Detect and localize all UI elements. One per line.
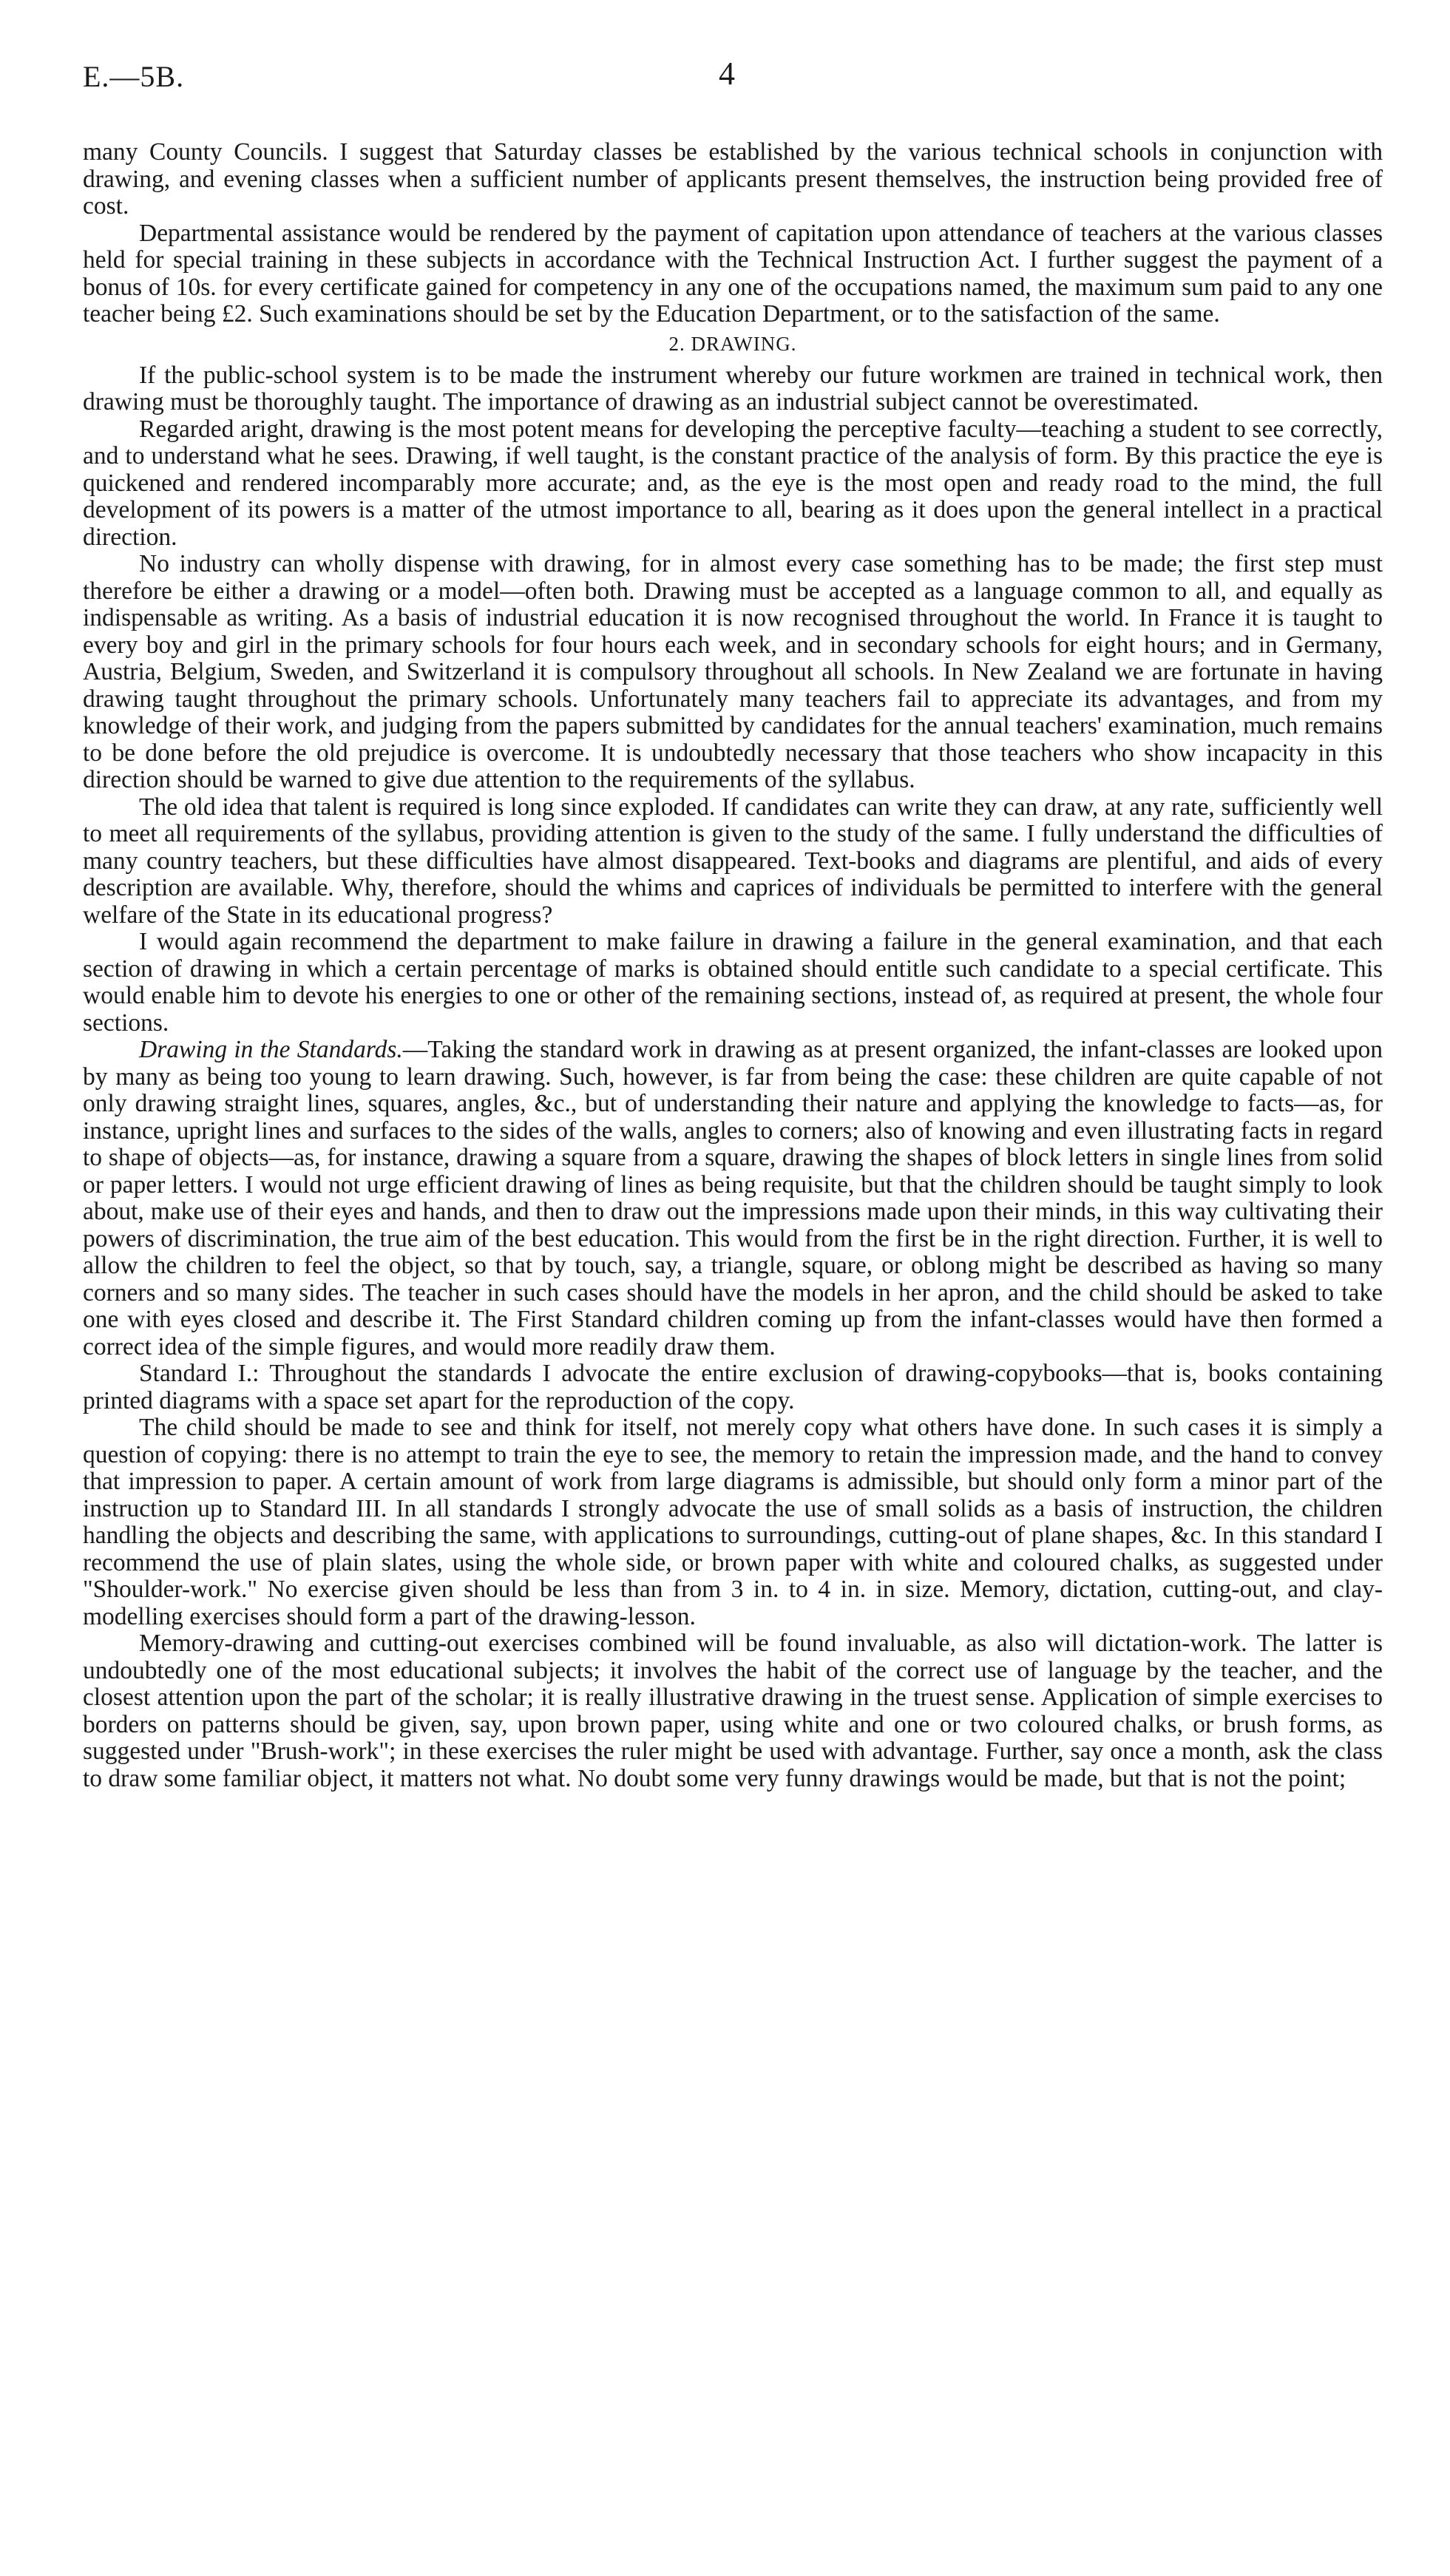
paragraph: many County Councils. I suggest that Saturday classes be established by the various technical schools in conjunction with drawing, and evening classes when a sufficient number of applicants present themselves, the instruction being provided free of cost. xyxy=(83,138,1383,220)
page-header xyxy=(83,52,1383,104)
paragraph: The old idea that talent is required is long since exploded. If candidates can write they can draw, at any rate, sufficiently well to meet all requirements of the syllabus, providing attention is given to the study of the same. I fully understand the difficulties of many country teachers, but these difficulties have almost disappeared. Text-books and diagrams are plentiful, and aids of every description are available. Why, therefore, should the whims and caprices of individuals be permitted to interfere with the general welfare of the State in its educational progress? xyxy=(83,793,1383,929)
document-body xyxy=(83,139,1383,1792)
subsection-title: Drawing in the Standards. xyxy=(139,1036,403,1063)
paragraph: If the public-school system is to be made the instrument whereby our future workmen are trained in technical work, then drawing must be thoroughly taught. The importance of drawing as an industrial subject cannot be overestimated. xyxy=(83,361,1383,416)
page-number: 4 xyxy=(719,55,735,92)
section-heading: 2. DRAWING. xyxy=(668,332,797,355)
paragraph: Standard I.: Throughout the standards I advocate the entire exclusion of drawing-copybooks—that is, books containing printed diagrams with a space set apart for the reproduction of the copy. xyxy=(83,1360,1383,1414)
paragraph: I would again recommend the department to make failure in drawing a failure in the general examination, and that each section of drawing in which a certain percentage of marks is obtained should entitle such candidate to a special certificate. This would enable him to devote his energies to one or other of the remaining sections, instead of, as required at present, the whole four sections. xyxy=(83,928,1383,1037)
paragraph: Memory-drawing and cutting-out exercises combined will be found invaluable, as also will dictation-work. The latter is undoubtedly one of the most educational subjects; it involves the habit of the correct use of language by the teacher, and the closest attention upon the part of the scholar; it is really illustrative drawing in the truest sense. Application of simple exercises to borders on patterns should be given, say, upon brown paper, using white and one or two coloured chalks, or brush forms, as suggested under "Brush-work"; in these exercises the ruler might be used with advantage. Further, say once a month, ask the class to draw some familiar object, it matters not what. No doubt some very funny drawings would be made, but that is not the point; xyxy=(83,1630,1383,1792)
paragraph-text: —Taking the standard work in drawing as at present organized, the infant-classes are looked upon by many as being too young to learn drawing. Such, however, is far from being the case: these children are quite capable of not only drawing straight lines, squares, angles, &c., but of understanding their nature and applying the knowledge to facts—as, for instance, upright lines and surfaces to the sides of the walls, angles to corners; also of knowing and even illustrating facts in regard to shape of objects—as, for instance, drawing a square from a square, drawing the shapes of block letters in single lines from solid or paper letters. I would not urge efficient drawing of lines as being requisite, but that the children should be taught simply to look about, make use of their eyes and hands, and then to draw out the impressions made upon their minds, in this way cultivating their powers of discrimination, the true aim of the best education. This would from the first be in the right direction. Further, it is well to allow the children to feel the object, so that by touch, say, a triangle, square, or oblong might be described as having so many corners and so many sides. The teacher in such cases should have the models in her apron, and the child should be asked to take one with eyes closed and describe it. The First Standard children coming up from the infant-classes would have then formed a correct idea of the simple figures, and would more readily draw them. xyxy=(83,1036,1383,1360)
document-page xyxy=(83,52,1383,1792)
paragraph: The child should be made to see and think for itself, not merely copy what others have done. In such cases it is simply a question of copying: there is no attempt to train the eye to see, the memory to retain the impression made, and the hand to convey that impression to paper. A certain amount of work from large diagrams is admissible, but should only form a minor part of the instruction up to Standard III. In all standards I strongly advocate the use of small solids as a basis of instruction, the children handling the objects and describing the same, with applications to surroundings, cutting-out of plane shapes, &c. In this standard I recommend the use of plain slates, using the whole side, or brown paper with white and coloured chalks, as suggested under "Shoulder-work." No exercise given should be less than from 3 in. to 4 in. in size. Memory, dictation, cutting-out, and clay-modelling exercises should form a part of the drawing-lesson. xyxy=(83,1414,1383,1630)
paragraph: Departmental assistance would be rendered by the payment of capitation upon attendance of teachers at the various classes held for special training in these subjects in accordance with the Technical Instruction Act. I further suggest the payment of a bonus of 10s. for every certificate gained for competency in any one of the occupations named, the maximum sum paid to any one teacher being £2. Such examinations should be set by the Education Department, or to the satisfaction of the same. xyxy=(83,219,1383,328)
document-reference: E.—5B. xyxy=(83,60,185,93)
paragraph: No industry can wholly dispense with drawing, for in almost every case something has to be made; the first step must therefore be either a drawing or a model—often both. Drawing must be accepted as a language common to all, and equally as indispensable as writing. As a basis of industrial education it is now recognised throughout the world. In France it is taught to every boy and girl in the primary schools for four hours each week, and in secondary schools for eight hours; and in Germany, Austria, Belgium, Sweden, and Switzerland it is compulsory throughout all schools. In New Zealand we are fortunate in having drawing taught throughout the primary schools. Unfortunately many teachers fail to appreciate its advantages, and from my knowledge of their work, and judging from the papers submitted by candidates for the annual teachers' examination, much remains to be done before the old prejudice is overcome. It is undoubtedly necessary that those teachers who show incapacity in this direction should be warned to give due attention to the requirements of the syllabus. xyxy=(83,550,1383,793)
paragraph: Regarded aright, drawing is the most potent means for developing the perceptive faculty—teaching a student to see correctly, and to understand what he sees. Drawing, if well taught, is the constant practice of the analysis of form. By this practice the eye is quickened and rendered incomparably more accurate; and, as the eye is the most open and ready road to the mind, the full development of its powers is a matter of the utmost importance to all, bearing as it does upon the general intellect in a practical direction. xyxy=(83,415,1383,551)
paragraph xyxy=(83,1037,1383,1360)
